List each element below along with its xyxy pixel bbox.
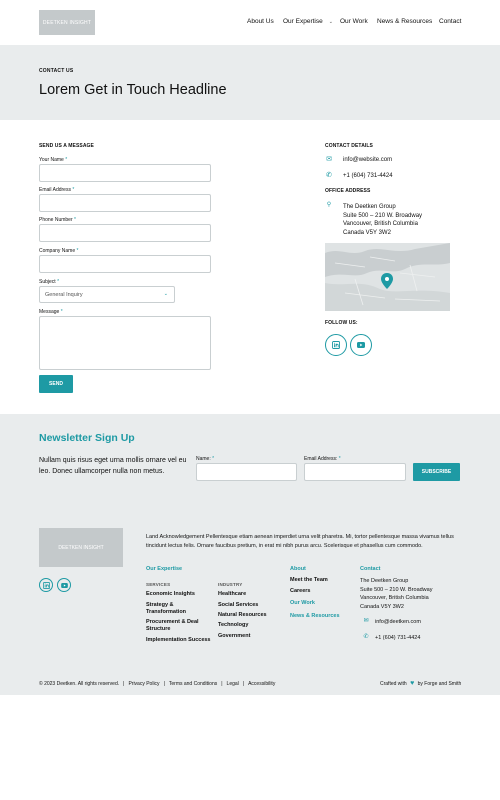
nav-contact[interactable]: Contact bbox=[439, 18, 462, 25]
newsletter-name-input[interactable] bbox=[196, 463, 297, 481]
phone-field[interactable] bbox=[39, 224, 211, 242]
footer-industry-link[interactable]: Healthcare bbox=[218, 591, 247, 597]
linkedin-icon bbox=[43, 582, 50, 589]
land-acknowledgement: Land Acknowledgement Pellentesque etiam aenean imperdiet urna velit pharetra. Mi, tortor pellentesque massa vivamus tellus tincidunt lectus felis. Ornare faucibus pretium, in erat mi nibh purus arcu. Scelerisque et phasellus cum commodo. bbox=[146, 534, 454, 549]
name-label-text: Your Name bbox=[39, 157, 64, 163]
newsletter-email-label bbox=[304, 456, 341, 462]
subject-label bbox=[39, 279, 59, 285]
subject-label-text: Subject bbox=[39, 279, 56, 285]
map-pin-icon: ⚲ bbox=[326, 202, 332, 208]
subject-select[interactable] bbox=[39, 286, 175, 303]
required-mark: * bbox=[72, 187, 75, 193]
divider: | bbox=[123, 681, 125, 687]
site-logo[interactable] bbox=[39, 10, 95, 35]
crafted-prefix: Crafted with bbox=[380, 681, 407, 687]
footer-about-link[interactable]: Careers bbox=[290, 588, 311, 594]
footer-expertise-heading[interactable]: Our Expertise bbox=[146, 566, 183, 572]
footer-industry-link[interactable]: Social Services bbox=[218, 602, 259, 608]
send-button[interactable]: SEND bbox=[39, 375, 73, 393]
newsletter-email-input[interactable] bbox=[304, 463, 406, 481]
email-field[interactable] bbox=[39, 194, 211, 212]
office-address-label: OFFICE ADDRESS bbox=[325, 188, 371, 194]
required-mark: * bbox=[76, 248, 79, 254]
crafted-credit[interactable] bbox=[380, 680, 461, 687]
company-field[interactable] bbox=[39, 255, 211, 273]
footer-phone[interactable]: +1 (604) 731-4424 bbox=[375, 635, 421, 641]
footer-contact-heading[interactable]: Contact bbox=[360, 566, 381, 572]
address-line: Vancouver, British Columbia bbox=[360, 595, 429, 601]
email-label bbox=[39, 187, 74, 193]
newsletter-text: Nullam quis risus eget urna mollis ornare vel eu leo. Donec ullamcorper nulla non metus. bbox=[39, 457, 187, 475]
required-mark: * bbox=[338, 456, 341, 462]
footer-service-link[interactable]: Strategy & Transformation bbox=[146, 602, 187, 615]
newsletter-email-label-text: Email Address: bbox=[304, 456, 338, 462]
name-label bbox=[39, 157, 67, 163]
office-address bbox=[343, 203, 422, 237]
address-line: Suite 500 – 210 W. Broadway bbox=[360, 586, 433, 593]
newsletter-name-label-text: Name: bbox=[196, 456, 211, 462]
mail-icon: ✉ bbox=[363, 618, 369, 624]
address-line: Suite 500 – 210 W. Broadway bbox=[343, 212, 423, 219]
nav-our-expertise[interactable] bbox=[283, 18, 333, 25]
legal-link[interactable]: Legal bbox=[226, 681, 239, 687]
newsletter-title: Newsletter Sign Up bbox=[39, 432, 135, 444]
footer-linkedin-button[interactable] bbox=[39, 578, 53, 592]
footer-address bbox=[360, 577, 432, 611]
footer-service-link[interactable]: Procurement & Deal Structure bbox=[146, 619, 199, 632]
address-line: Canada V5Y 3W2 bbox=[360, 603, 404, 610]
logo-text: DEETKEN INSIGHT bbox=[42, 19, 92, 26]
address-line: Vancouver, British Columbia bbox=[343, 221, 418, 227]
phone-icon: ✆ bbox=[326, 172, 332, 179]
company-label bbox=[39, 248, 78, 254]
follow-us-label: FOLLOW US: bbox=[325, 320, 358, 326]
copyright: © 2023 Deetken. All rights reserved. bbox=[39, 681, 120, 687]
crafted-suffix: by Forge and Smith bbox=[417, 681, 462, 687]
footer-industry-label: INDUSTRY bbox=[218, 582, 243, 587]
required-mark: * bbox=[74, 217, 76, 223]
nav-news-resources[interactable]: News & Resources bbox=[377, 18, 433, 25]
youtube-button[interactable] bbox=[350, 334, 372, 356]
required-mark: * bbox=[212, 456, 215, 462]
mail-icon: ✉ bbox=[326, 156, 332, 163]
divider: | bbox=[221, 681, 223, 687]
address-line: The Deetken Group bbox=[360, 578, 409, 584]
message-label-text: Message bbox=[39, 309, 60, 315]
page-title: Lorem Get in Touch Headline bbox=[39, 82, 227, 98]
chevron-down-icon: ⌄ bbox=[163, 291, 168, 297]
terms-link[interactable]: Terms and Conditions bbox=[168, 681, 218, 687]
privacy-policy-link[interactable]: Privacy Policy bbox=[128, 681, 160, 687]
subscribe-button[interactable]: SUBSCRIBE bbox=[413, 463, 460, 481]
form-section-label: SEND US A MESSAGE bbox=[39, 143, 94, 149]
contact-details-label: CONTACT DETAILS bbox=[325, 143, 373, 149]
office-map[interactable] bbox=[325, 243, 450, 311]
nav-about-us[interactable]: About Us bbox=[247, 18, 274, 25]
nav-our-expertise-label: Our Expertise bbox=[283, 18, 323, 25]
footer-our-work-link[interactable]: Our Work bbox=[290, 600, 315, 606]
phone-label bbox=[39, 217, 76, 223]
email-label-text: Email Address bbox=[39, 187, 71, 193]
footer-email[interactable]: info@deetken.com bbox=[375, 619, 421, 625]
linkedin-icon bbox=[332, 341, 340, 349]
name-field[interactable] bbox=[39, 164, 211, 182]
contact-phone[interactable]: +1 (604) 731-4424 bbox=[343, 173, 393, 179]
chevron-down-icon: ⌄ bbox=[328, 19, 333, 25]
required-mark: * bbox=[65, 157, 68, 163]
footer-news-link[interactable]: News & Resources bbox=[290, 613, 340, 619]
youtube-icon bbox=[357, 342, 365, 348]
required-mark: * bbox=[60, 309, 63, 315]
divider: | bbox=[242, 681, 245, 687]
nav-our-work[interactable]: Our Work bbox=[340, 18, 368, 25]
divider: | bbox=[163, 681, 165, 687]
hero-eyebrow: CONTACT US bbox=[39, 68, 74, 74]
newsletter-name-label bbox=[196, 456, 214, 462]
accessibility-link[interactable]: Accessibility bbox=[248, 681, 276, 687]
phone-label-text: Phone Number bbox=[39, 217, 73, 223]
map-graphic bbox=[325, 243, 450, 311]
youtube-icon bbox=[61, 583, 68, 588]
footer-industry-link[interactable]: Technology bbox=[218, 622, 249, 628]
footer-logo-text: DEETKEN INSIGHT bbox=[58, 544, 104, 551]
phone-icon: ✆ bbox=[363, 634, 369, 640]
contact-email[interactable]: info@website.com bbox=[343, 157, 393, 163]
subject-value: General Inquiry bbox=[45, 291, 83, 298]
linkedin-button[interactable] bbox=[325, 334, 347, 356]
footer-about-heading[interactable]: About bbox=[290, 566, 306, 572]
footer-services-label: SERVICES bbox=[146, 582, 171, 587]
message-textarea[interactable] bbox=[39, 316, 211, 370]
company-label-text: Company Name bbox=[39, 248, 76, 254]
footer-logo[interactable] bbox=[39, 528, 123, 567]
footer-service-link[interactable]: Economic Insights bbox=[146, 591, 195, 597]
address-line: The Deetken Group bbox=[343, 204, 396, 210]
message-label bbox=[39, 309, 63, 315]
heart-icon: ♥ bbox=[410, 680, 415, 687]
footer-youtube-button[interactable] bbox=[57, 578, 71, 592]
footer-industry-link[interactable]: Government bbox=[218, 633, 251, 639]
footer-about-link[interactable]: Meet the Team bbox=[290, 577, 328, 583]
address-line: Canada V5Y 3W2 bbox=[343, 229, 391, 236]
footer-industry-link[interactable]: Natural Resources bbox=[218, 612, 267, 618]
footer-bottom-bar bbox=[39, 681, 275, 687]
required-mark: * bbox=[57, 279, 60, 285]
footer-service-link[interactable]: Implementation Success bbox=[146, 637, 211, 643]
